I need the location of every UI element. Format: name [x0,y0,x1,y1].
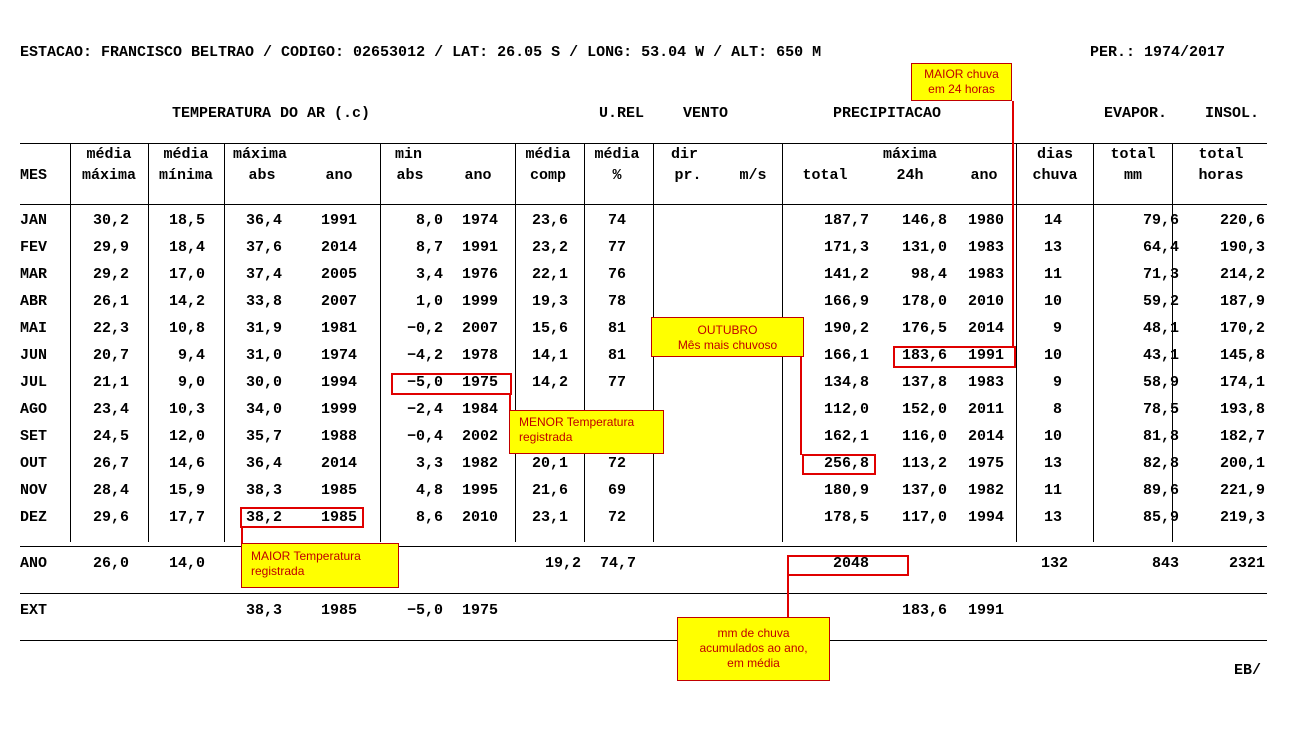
cell-maxabs: 38,3 [245,482,282,499]
annotation-max-rain-24h-line2: em 24 horas [928,82,995,96]
cell-medmin: 18,4 [168,239,205,256]
cell-minabs: −0,4 [406,428,443,445]
annotation-annual-rain-mm [677,617,830,681]
cell-medmin: 15,9 [168,482,205,499]
row-month-label: ABR [20,293,48,310]
cell-maxabs: 37,4 [245,266,282,283]
col-header-med_max-line1: média [86,146,132,163]
cell-minano: 1974 [461,212,498,229]
col-header-dias-line1: dias [1036,146,1073,163]
cell-dias: 10 [1043,428,1062,445]
leader-line-annual-total [787,575,789,617]
col-header-dir-line1: dir [671,146,699,163]
col-header-prec_max-line1: máxima [882,146,937,163]
cell-minano: 1975 [461,374,498,391]
cell-dias: 9 [1052,374,1062,391]
cell-minabs: 3,3 [415,455,443,472]
totals-urel: 74,7 [599,555,636,572]
col-header-ms-line2: m/s [739,167,767,184]
cell-max24: 113,2 [901,455,947,472]
col-header-insol-line2: horas [1198,167,1244,184]
cell-minabs: 8,7 [415,239,443,256]
cell-total: 141,2 [823,266,869,283]
totals-medmax: 26,0 [92,555,129,572]
cell-max24: 176,5 [901,320,947,337]
cell-comp: 23,2 [531,239,568,256]
group-evapor: EVAPOR. [1104,105,1168,122]
ext-top-rule [20,593,1267,594]
cell-ano24: 1983 [967,374,1004,391]
cell-insol: 145,8 [1219,347,1265,364]
highlight-annual-total [787,555,909,576]
cell-maxano: 2007 [320,293,357,310]
cell-dias: 11 [1043,482,1062,499]
cell-minabs: 8,6 [415,509,443,526]
row-month-label: SET [20,428,48,445]
highlight-max-rain-24h [893,346,1016,368]
cell-minano: 1999 [461,293,498,310]
annotation-min-temperature-line2: registrada [519,430,573,444]
cell-maxabs: 38,2 [245,509,282,526]
col-header-prec_total-line2: total [802,167,848,184]
ext-max24: 183,6 [901,602,947,619]
col-header-mes: MES [20,167,48,184]
col-header-min_ano-line2: ano [464,167,492,184]
cell-max24: 117,0 [901,509,947,526]
ext-maxabs: 38,3 [245,602,282,619]
cell-maxano: 1991 [320,212,357,229]
cell-minano: 2007 [461,320,498,337]
cell-urel: 77 [607,374,626,391]
cell-total: 112,0 [823,401,869,418]
footer-code: EB/ [1234,662,1262,679]
cell-max24: 98,4 [910,266,947,283]
cell-minano: 1978 [461,347,498,364]
col-header-prec_max-line2: 24h [896,167,924,184]
cell-medmin: 17,7 [168,509,205,526]
cell-urel: 76 [607,266,626,283]
cell-medmin: 10,3 [168,401,205,418]
cell-medmax: 29,9 [92,239,129,256]
cell-max24: 183,6 [901,347,947,364]
cell-maxabs: 37,6 [245,239,282,256]
cell-urel: 77 [607,239,626,256]
highlight-min-temperature [391,373,512,395]
cell-dias: 13 [1043,239,1062,256]
cell-ano24: 2014 [967,320,1004,337]
cell-maxano: 1994 [320,374,357,391]
annotation-annual-rain-mm-line3: em média [727,656,780,670]
cell-evap: 71,3 [1142,266,1179,283]
cell-minabs: 8,0 [415,212,443,229]
cell-max24: 137,8 [901,374,947,391]
cell-max24: 116,0 [901,428,947,445]
ext-maxano: 1985 [320,602,357,619]
col-header-med_comp-line1: média [525,146,571,163]
cell-comp: 20,1 [531,455,568,472]
cell-medmax: 29,2 [92,266,129,283]
cell-insol: 182,7 [1219,428,1265,445]
cell-dias: 10 [1043,293,1062,310]
totals-top-rule [20,546,1267,547]
cell-ano24: 2011 [967,401,1004,418]
cell-insol: 219,3 [1219,509,1265,526]
col-header-insol-line1: total [1198,146,1244,163]
cell-ano24: 2010 [967,293,1004,310]
totals-comp: 19,2 [544,555,581,572]
cell-total: 256,8 [823,455,869,472]
col-header-evap-line2: mm [1123,167,1142,184]
cell-maxano: 1988 [320,428,357,445]
cell-medmin: 9,0 [177,374,205,391]
cell-maxano: 1974 [320,347,357,364]
column-divider [1093,143,1094,542]
cell-minabs: 3,4 [415,266,443,283]
cell-dias: 14 [1043,212,1062,229]
header-bottom-rule [20,204,1267,205]
cell-max24: 146,8 [901,212,947,229]
col-header-max_abs-line1: máxima [233,146,288,163]
cell-comp: 14,1 [531,347,568,364]
annotation-october-wettest [651,317,804,357]
cell-medmin: 18,5 [168,212,205,229]
cell-medmin: 9,4 [177,347,205,364]
cell-dias: 11 [1043,266,1062,283]
cell-minano: 2002 [461,428,498,445]
cell-urel: 78 [607,293,626,310]
cell-insol: 193,8 [1219,401,1265,418]
cell-total: 166,9 [823,293,869,310]
totals-insol: 2321 [1228,555,1265,572]
cell-urel: 81 [607,320,626,337]
ext-bottom-rule [20,640,1267,641]
cell-evap: 59,2 [1142,293,1179,310]
cell-comp: 23,1 [531,509,568,526]
group-precipitacao: PRECIPITACAO [833,105,942,122]
cell-comp: 19,3 [531,293,568,310]
annotation-min-temperature-line1: MENOR Temperatura [519,415,635,429]
leader-line-max-temp [241,527,243,544]
highlight-max-temperature [240,507,364,528]
cell-medmin: 17,0 [168,266,205,283]
row-month-label: DEZ [20,509,48,526]
cell-insol: 170,2 [1219,320,1265,337]
cell-comp: 14,2 [531,374,568,391]
col-header-evap-line1: total [1110,146,1156,163]
row-month-label: FEV [20,239,48,256]
cell-minano: 2010 [461,509,498,526]
cell-evap: 82,8 [1142,455,1179,472]
cell-medmin: 12,0 [168,428,205,445]
cell-urel: 69 [607,482,626,499]
cell-urel: 72 [607,509,626,526]
totals-evap: 843 [1151,555,1179,572]
cell-max24: 178,0 [901,293,947,310]
cell-evap: 78,5 [1142,401,1179,418]
annotation-max-temperature [241,543,399,588]
cell-medmax: 21,1 [92,374,129,391]
cell-maxano: 1999 [320,401,357,418]
cell-evap: 58,9 [1142,374,1179,391]
cell-total: 171,3 [823,239,869,256]
row-month-label: JUN [20,347,48,364]
cell-total: 190,2 [823,320,869,337]
cell-medmax: 22,3 [92,320,129,337]
group-temperatura: TEMPERATURA DO AR (.c) [172,105,371,122]
cell-maxabs: 30,0 [245,374,282,391]
cell-maxabs: 34,0 [245,401,282,418]
cell-minano: 1995 [461,482,498,499]
cell-maxano: 2014 [320,455,357,472]
cell-dias: 10 [1043,347,1062,364]
cell-maxabs: 36,4 [245,455,282,472]
group-insol: INSOL. [1205,105,1260,122]
totals-dias: 132 [1040,555,1068,572]
col-header-prec_ano-line2: ano [970,167,998,184]
cell-medmin: 10,8 [168,320,205,337]
cell-total: 178,5 [823,509,869,526]
cell-insol: 187,9 [1219,293,1265,310]
annotation-annual-rain-mm-line2: acumulados ao ano, [699,641,808,655]
group-vento: VENTO [683,105,729,122]
cell-minano: 1991 [461,239,498,256]
cell-medmax: 26,1 [92,293,129,310]
cell-maxano: 1985 [320,482,357,499]
cell-ano24: 1991 [967,347,1004,364]
cell-maxano: 2014 [320,239,357,256]
cell-medmax: 24,5 [92,428,129,445]
col-header-max_ano-line2: ano [325,167,353,184]
cell-evap: 79,6 [1142,212,1179,229]
col-header-max_abs-line2: abs [248,167,276,184]
cell-medmax: 30,2 [92,212,129,229]
annotation-max-temperature-line1: MAIOR Temperatura [251,549,361,563]
cell-maxano: 1981 [320,320,357,337]
cell-maxabs: 33,8 [245,293,282,310]
row-month-label: MAR [20,266,48,283]
cell-maxano: 1985 [320,509,357,526]
cell-urel: 81 [607,347,626,364]
annotation-october-wettest-line2: Mês mais chuvoso [677,338,778,352]
cell-medmin: 14,2 [168,293,205,310]
station-title: ESTACAO: FRANCISCO BELTRAO / CODIGO: 02653012 / LAT: 26.05 S / LONG: 53.04 W / ALT: 650 M [20,44,822,61]
col-header-med_min-line1: média [163,146,209,163]
cell-minano: 1984 [461,401,498,418]
col-header-med_min-line2: mínima [158,167,213,184]
cell-maxabs: 31,9 [245,320,282,337]
annotation-october-wettest-line1: OUTUBRO [697,323,758,337]
cell-dias: 13 [1043,509,1062,526]
cell-evap: 89,6 [1142,482,1179,499]
cell-medmax: 26,7 [92,455,129,472]
cell-maxabs: 31,0 [245,347,282,364]
cell-insol: 221,9 [1219,482,1265,499]
annotation-max-rain-24h-line1: MAIOR chuva [924,67,999,81]
cell-insol: 214,2 [1219,266,1265,283]
period-label: PER.: 1974/2017 [1090,44,1226,61]
cell-evap: 85,9 [1142,509,1179,526]
row-month-label: MAI [20,320,48,337]
col-header-min_abs-line1: min [395,146,423,163]
cell-comp: 15,6 [531,320,568,337]
cell-comp: 22,1 [531,266,568,283]
col-header-dias-line2: chuva [1032,167,1078,184]
row-month-label: JAN [20,212,48,229]
annotation-max-temperature-line2: registrada [251,564,305,578]
col-header-dir-line2: pr. [674,167,702,184]
col-header-urel-line2: % [612,167,622,184]
cell-minabs: −2,4 [406,401,443,418]
row-month-label: JUL [20,374,48,391]
cell-medmax: 23,4 [92,401,129,418]
row-month-label: OUT [20,455,48,472]
cell-dias: 8 [1052,401,1062,418]
cell-medmax: 20,7 [92,347,129,364]
cell-maxabs: 36,4 [245,212,282,229]
cell-medmin: 14,6 [168,455,205,472]
cell-insol: 190,3 [1219,239,1265,256]
cell-total: 134,8 [823,374,869,391]
cell-max24: 137,0 [901,482,947,499]
ext-minabs: −5,0 [406,602,443,619]
cell-dias: 9 [1052,320,1062,337]
cell-minano: 1976 [461,266,498,283]
cell-comp: 21,6 [531,482,568,499]
highlight-october-total [802,454,876,475]
cell-minano: 1982 [461,455,498,472]
cell-insol: 200,1 [1219,455,1265,472]
cell-minabs: 1,0 [415,293,443,310]
cell-total: 180,9 [823,482,869,499]
leader-line-max-rain [1012,101,1014,346]
cell-ano24: 1982 [967,482,1004,499]
col-header-med_max-line2: máxima [81,167,136,184]
cell-urel: 74 [607,212,626,229]
cell-urel: 72 [607,455,626,472]
row-month-label: NOV [20,482,48,499]
cell-evap: 64,4 [1142,239,1179,256]
cell-ano24: 1980 [967,212,1004,229]
totals-label: ANO [20,555,48,572]
annotation-max-rain-24h [911,63,1012,101]
cell-medmax: 29,6 [92,509,129,526]
leader-line-min-temp [509,394,511,410]
totals-total: 2048 [832,555,869,572]
cell-maxano: 2005 [320,266,357,283]
cell-evap: 48,1 [1142,320,1179,337]
header-top-rule [20,143,1267,144]
cell-minabs: −5,0 [406,374,443,391]
totals-medmin: 14,0 [168,555,205,572]
col-header-med_comp-line2: comp [529,167,566,184]
annotation-min-temperature [509,410,664,454]
annotation-annual-rain-mm-line1: mm de chuva [717,626,790,640]
ext-minano: 1975 [461,602,498,619]
cell-ano24: 2014 [967,428,1004,445]
cell-max24: 152,0 [901,401,947,418]
cell-ano24: 1975 [967,455,1004,472]
cell-maxabs: 35,7 [245,428,282,445]
cell-ano24: 1994 [967,509,1004,526]
cell-medmax: 28,4 [92,482,129,499]
cell-insol: 220,6 [1219,212,1265,229]
cell-ano24: 1983 [967,239,1004,256]
cell-max24: 131,0 [901,239,947,256]
cell-minabs: −0,2 [406,320,443,337]
cell-total: 162,1 [823,428,869,445]
col-header-min_abs-line2: abs [396,167,424,184]
cell-minabs: 4,8 [415,482,443,499]
cell-evap: 81,8 [1142,428,1179,445]
cell-dias: 13 [1043,455,1062,472]
cell-comp: 23,6 [531,212,568,229]
ext-ano24: 1991 [967,602,1004,619]
ext-label: EXT [20,602,48,619]
cell-evap: 43,1 [1142,347,1179,364]
group-urel: U.REL [599,105,645,122]
col-header-urel-line1: média [594,146,640,163]
cell-ano24: 1983 [967,266,1004,283]
leader-line-october [800,357,802,455]
cell-minabs: −4,2 [406,347,443,364]
cell-total: 166,1 [823,347,869,364]
cell-total: 187,7 [823,212,869,229]
cell-insol: 174,1 [1219,374,1265,391]
row-month-label: AGO [20,401,48,418]
